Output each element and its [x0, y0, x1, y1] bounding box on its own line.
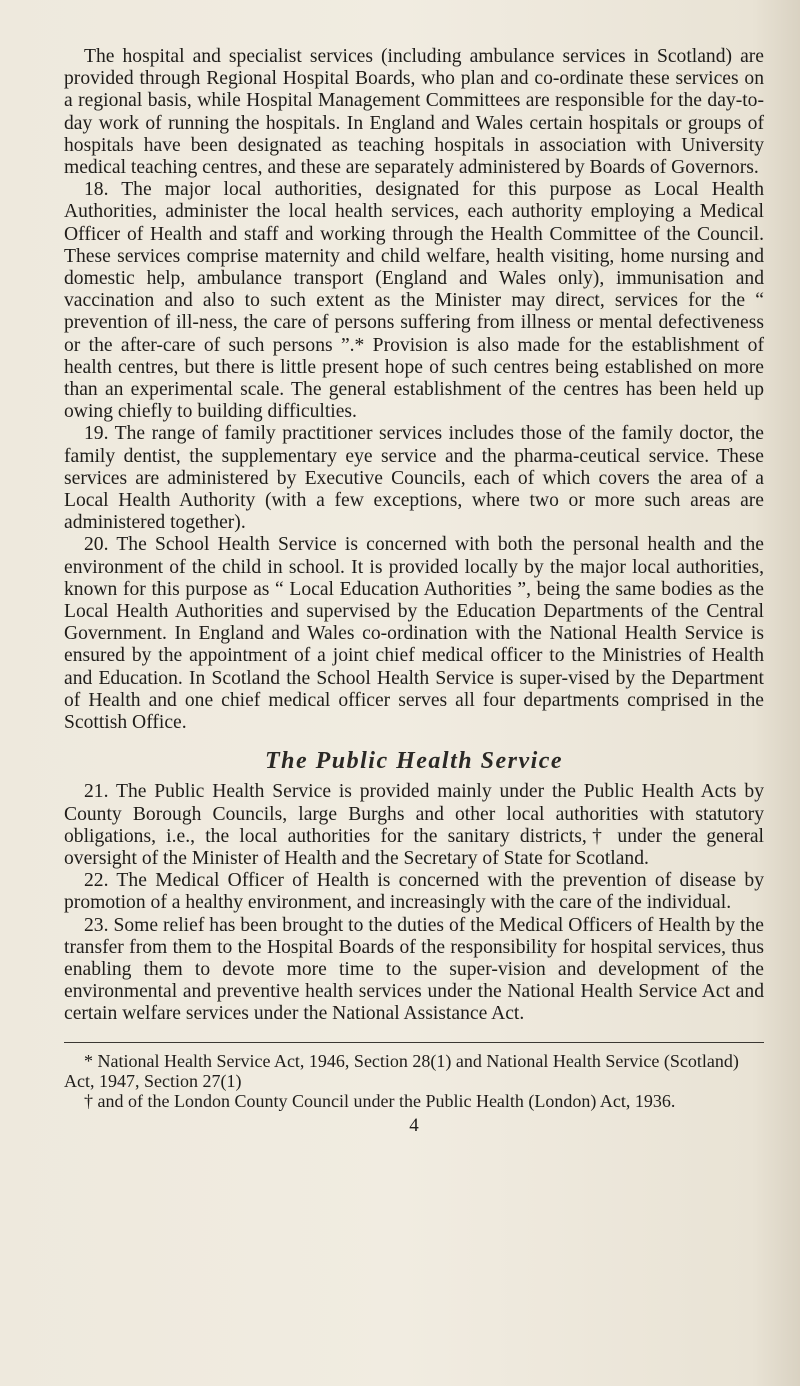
paragraph-23: 23. Some relief has been brought to the duties of the Medical Officers of Health by the transfer from them to the Hospital Boards of the responsibility for hospital services, thus enabling them to devote more time to the super-vision and development of the environmental and preventive health services under the National Health Service Act and certain welfare services under the National Assistance Act. [64, 914, 764, 1025]
paragraph-20: 20. The School Health Service is concerned with both the personal health and the environment of the child in school. It is provided locally by the major local authorities, known for this purpose as “ Local Education Authorities ”, being the same bodies as the Local Health Authorities and supervised by the Education Departments of the Central Government. In England and Wales co-ordination with the National Health Service is ensured by the appointment of a joint chief medical officer to the Ministries of Health and Education. In Scotland the School Health Service is super-vised by the Department of Health and one chief medical officer serves all four departments comprised in the Scottish Office. [64, 534, 764, 734]
page-content [64, 46, 764, 1137]
page-number: 4 [409, 1114, 419, 1136]
paragraph-19: 19. The range of family practitioner services includes those of the family doctor, the family dentist, the supplementary eye service and the pharma-ceutical service. These services are administered by Executive Councils, each of which covers the area of a Local Health Authority (with a few exceptions, where two or more such areas are administered together). [64, 423, 764, 534]
footnote-divider [64, 1042, 764, 1043]
footnote-dagger: † and of the London County Council under the Public Health (London) Act, 1936. [84, 1090, 676, 1111]
paragraph-18: 18. The major local authorities, designated for this purpose as Local Health Authorities, administer the local health services, each authority employing a Medical Officer of Health and staff and working through the Health Committee of the Council. These services comprise maternity and child welfare, health visiting, home nursing and domestic help, ambulance transport (England and Wales only), immunisation and vaccination and also to such extent as the Minister may direct, services for the “ prevention of ill-ness, the care of persons suffering from illness or mental defectiveness or the after-care of such persons ”.* Provision is also made for the establishment of health centres, but there is little present hope of such centres being established on more than an experimental scale. The general establishment of the centres has been held up owing chiefly to building difficulties. [64, 179, 764, 423]
paragraph-hospital-services: The hospital and specialist services (including ambulance services in Scotland) are provided through Regional Hospital Boards, who plan and co-ordinate these services on a regional basis, while Hospital Management Committees are responsible for the day-to-day work of running the hospitals. In England and Wales certain hospitals or groups of hospitals have been designated as teaching hospitals in association with University medical teaching centres, and these are separately administered by Boards of Governors. [64, 46, 764, 179]
section-heading: The Public Health Service [264, 748, 564, 775]
footnote-asterisk: * National Health Service Act, 1946, Section 28(1) and National Health Service (Scotland) Act, 1947, Section 27(1) [64, 1050, 739, 1091]
paragraph-21: 21. The Public Health Service is provided mainly under the Public Health Acts by County Borough Councils, large Burghs and other local authorities with statutory obligations, i.e., the local authorities for the sanitary districts,† under the general oversight of the Minister of Health and the Secretary of State for Scotland. [64, 781, 764, 869]
paragraph-22: 22. The Medical Officer of Health is concerned with the prevention of disease by promotion of a healthy environment, and increasingly with the care of the individual. [64, 870, 764, 914]
